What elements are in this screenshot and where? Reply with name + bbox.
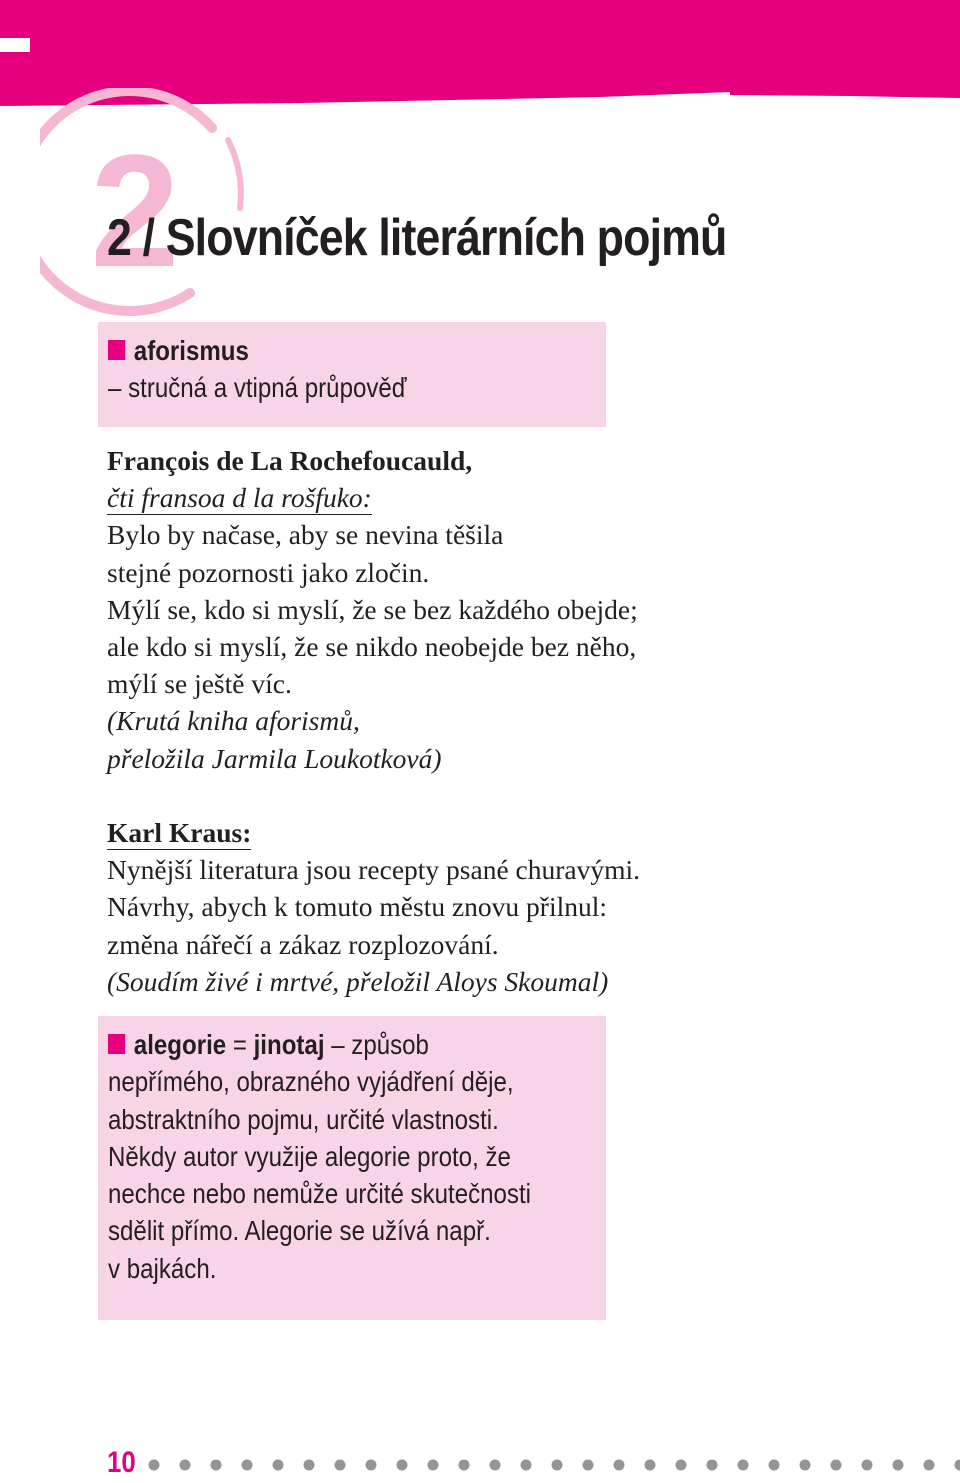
footer-dot-leader xyxy=(148,1459,960,1471)
quote-line: Mýlí se, kdo si myslí, že se bez každého obejde; xyxy=(107,591,638,628)
term-equals: = xyxy=(226,1029,253,1060)
chapter-numeral-watermark xyxy=(40,88,280,318)
quote-pronunciation: čti fransoa d la rošfuko: xyxy=(107,482,372,515)
quote-line: ale kdo si myslí, že se nikdo neobejde bez něho, xyxy=(107,628,638,665)
term-definition-line: nechce nebo nemůže určité skutečnosti xyxy=(108,1178,531,1209)
quote-line: Bylo by načase, aby se nevina těšila xyxy=(107,516,638,553)
quote-line: Nynější literatura jsou recepty psané churavými. xyxy=(107,851,640,888)
quote-source: přeložila Jarmila Loukotková) xyxy=(107,740,638,777)
page-number: 10 xyxy=(107,1443,136,1483)
quote-line: změna nářečí a zákaz rozplozování. xyxy=(107,926,640,963)
term-synonym: jinotaj xyxy=(254,1029,325,1060)
quote-kraus xyxy=(107,814,640,1000)
quote-author: Karl Kraus: xyxy=(107,817,251,850)
term-definition: – stručná a vtipná průpověď xyxy=(108,372,407,403)
term-definition-line: Někdy autor využije alegorie proto, že xyxy=(108,1141,511,1172)
page-title: 2 / Slovníček literárních pojmů xyxy=(107,205,726,271)
term-box-aforismus xyxy=(98,322,606,427)
bullet-square-icon xyxy=(108,1034,125,1054)
quote-source: (Krutá kniha aforismů, xyxy=(107,702,638,739)
quote-author: François de La Rochefoucauld, xyxy=(107,442,638,479)
quote-line: Návrhy, abych k tomuto městu znovu přilnul: xyxy=(107,888,640,925)
term-definition-line: v bajkách. xyxy=(108,1253,216,1284)
term-definition-line: sdělit přímo. Alegorie se užívá např. xyxy=(108,1215,491,1246)
quote-rochefoucauld xyxy=(107,442,638,777)
term-definition-line: abstraktního pojmu, určité vlastnosti. xyxy=(108,1104,499,1135)
quote-source: (Soudím živé i mrtvé, přeložil Aloys Skoumal) xyxy=(107,963,640,1000)
quote-line: stejné pozornosti jako zločin. xyxy=(107,554,638,591)
term-label: alegorie xyxy=(134,1029,226,1060)
term-definition-line: – způsob xyxy=(325,1029,429,1060)
bullet-square-icon xyxy=(108,340,125,360)
page-footer xyxy=(107,1443,960,1483)
term-definition-line: nepřímého, obrazného vyjádření děje, xyxy=(108,1066,514,1097)
term-box-alegorie xyxy=(98,1016,606,1320)
chapter-numeral-text: 2 xyxy=(91,121,180,300)
quote-line: mýlí se ještě víc. xyxy=(107,665,638,702)
term-label: aforismus xyxy=(134,335,249,366)
